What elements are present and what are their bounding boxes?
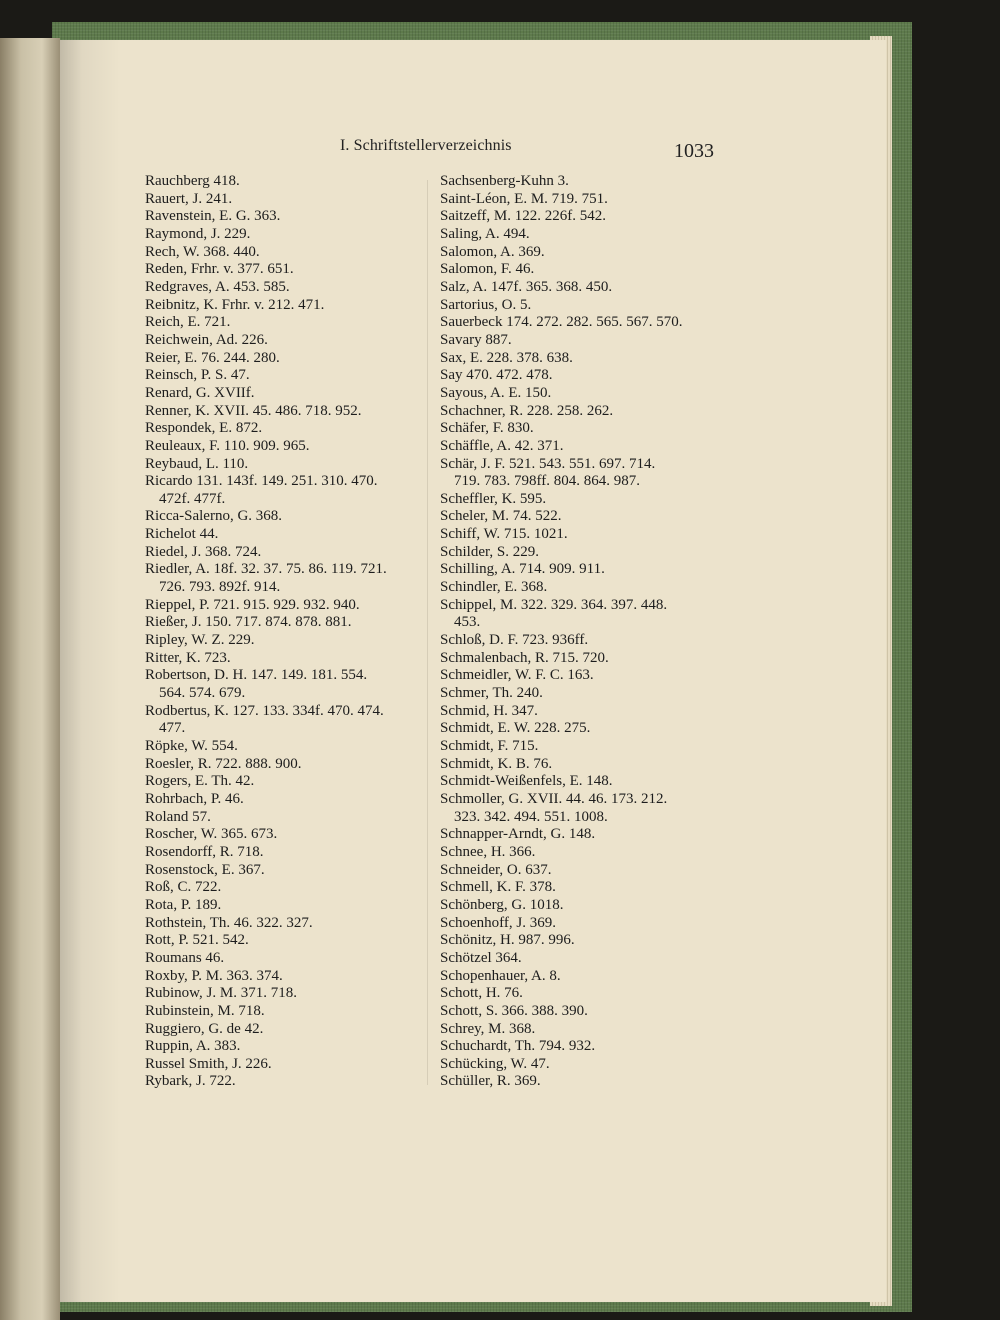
- index-entry: Scheffler, K. 595.: [440, 490, 547, 507]
- index-entry: 472f. 477f.: [159, 490, 226, 507]
- index-entry: Ruppin, A. 383.: [145, 1038, 241, 1055]
- index-entry: Schopenhauer, A. 8.: [440, 967, 561, 984]
- left-page-edge: [0, 38, 60, 1320]
- index-entry: Ricardo 131. 143f. 149. 251. 310. 470.: [145, 473, 378, 490]
- index-entry: Schmalenbach, R. 715. 720.: [440, 649, 609, 666]
- index-entry: Schloß, D. F. 723. 936ff.: [440, 632, 589, 649]
- index-entry: Schmidt, F. 715.: [440, 738, 539, 754]
- index-entry: Scheler, M. 74. 522.: [440, 508, 562, 525]
- index-entry: Rießer, J. 150. 717. 874. 878. 881.: [145, 614, 352, 631]
- index-entry: Schachner, R. 228. 258. 262.: [440, 402, 614, 419]
- index-entry: Rauchberg 418.: [145, 173, 240, 189]
- running-header: I. Schriftstellerverzeichnis: [340, 137, 512, 154]
- index-entry: Rech, W. 368. 440.: [145, 243, 260, 260]
- index-entry: Rubinow, J. M. 371. 718.: [145, 985, 297, 1002]
- index-entry: Saling, A. 494.: [440, 225, 530, 242]
- index-entry: Ritter, K. 723.: [145, 649, 231, 666]
- index-entry: Say 470. 472. 478.: [440, 367, 553, 384]
- index-entry: Schott, H. 76.: [440, 985, 523, 1002]
- index-entry: Rodbertus, K. 127. 133. 334f. 470. 474.: [145, 702, 384, 719]
- index-entry: Roesler, R. 722. 888. 900.: [145, 755, 302, 772]
- index-entry: Roscher, W. 365. 673.: [145, 826, 278, 843]
- index-entry: Raymond, J. 229.: [145, 225, 251, 242]
- index-entry: Reichwein, Ad. 226.: [145, 331, 268, 348]
- index-entry: Schäfer, F. 830.: [440, 420, 534, 437]
- index-entry: Saint-Léon, E. M. 719. 751.: [440, 190, 608, 207]
- index-entry: Roland 57.: [145, 808, 211, 825]
- index-entry: Schär, J. F. 521. 543. 551. 697. 714.: [440, 455, 656, 472]
- index-entry: Rota, P. 189.: [145, 896, 222, 913]
- index-entry: Reinsch, P. S. 47.: [145, 367, 250, 384]
- index-entry: Reier, E. 76. 244. 280.: [145, 349, 280, 366]
- index-entry: Renner, K. XVII. 45. 486. 718. 952.: [145, 402, 362, 419]
- index-entry: Riedel, J. 368. 724.: [145, 543, 262, 560]
- index-entry: Russel Smith, J. 226.: [145, 1055, 272, 1072]
- index-entry: Schücking, W. 47.: [440, 1055, 550, 1072]
- index-entry: Richelot 44.: [145, 526, 219, 543]
- index-entry: Salomon, A. 369.: [440, 243, 545, 260]
- index-entry: Schmoller, G. XVII. 44. 46. 173. 212.: [440, 790, 668, 807]
- index-entry: Rauert, J. 241.: [145, 190, 233, 207]
- index-entry: Roxby, P. M. 363. 374.: [145, 967, 283, 984]
- index-entry: Rothstein, Th. 46. 322. 327.: [145, 914, 313, 931]
- index-entry: Rogers, E. Th. 42.: [145, 773, 255, 790]
- index-entry: Schott, S. 366. 388. 390.: [440, 1002, 588, 1019]
- index-entry: Schmidt, E. W. 228. 275.: [440, 720, 591, 737]
- index-entry: Schilling, A. 714. 909. 911.: [440, 561, 605, 578]
- index-entry: 477.: [159, 720, 186, 737]
- index-entry: Ricca-Salerno, G. 368.: [145, 508, 283, 525]
- index-entry: Reybaud, L. 110.: [145, 455, 249, 472]
- index-entry: Schüller, R. 369.: [440, 1073, 541, 1090]
- index-entry: Ripley, W. Z. 229.: [145, 632, 255, 649]
- index-entry: Roumans 46.: [145, 949, 225, 966]
- index-entry: Schrey, M. 368.: [440, 1020, 536, 1037]
- index-entry: Schmeidler, W. F. C. 163.: [440, 667, 594, 684]
- index-entry: Sax, E. 228. 378. 638.: [440, 349, 573, 366]
- index-entry: Savary 887.: [440, 331, 512, 348]
- index-entry: 719. 783. 798ff. 804. 864. 987.: [454, 473, 640, 490]
- index-entry: Reuleaux, F. 110. 909. 965.: [145, 437, 310, 454]
- index-entry: Redgraves, A. 453. 585.: [145, 278, 290, 295]
- index-entry: Schönitz, H. 987. 996.: [440, 932, 575, 949]
- index-entry: Schmidt, K. B. 76.: [440, 755, 553, 772]
- index-entry: Rosendorff, R. 718.: [145, 843, 264, 860]
- index-entry: Sachsenberg-Kuhn 3.: [440, 173, 569, 189]
- index-entry: Sayous, A. E. 150.: [440, 384, 552, 401]
- index-entry: Reden, Frhr. v. 377. 651.: [145, 261, 294, 278]
- index-entry: Schmell, K. F. 378.: [440, 879, 556, 896]
- index-entry: Schiff, W. 715. 1021.: [440, 526, 568, 543]
- index-entry: Reich, E. 721.: [145, 314, 231, 331]
- index-entry: Ravenstein, E. G. 363.: [145, 208, 281, 225]
- index-entry: Rubinstein, M. 718.: [145, 1002, 265, 1019]
- index-entry: Schäffle, A. 42. 371.: [440, 437, 564, 454]
- index-entry: 323. 342. 494. 551. 1008.: [454, 808, 608, 825]
- index-entry: Renard, G. XVIIf.: [145, 384, 255, 401]
- index-entry: Rott, P. 521. 542.: [145, 932, 249, 949]
- column-divider: [427, 180, 428, 1085]
- index-entry: Schmer, Th. 240.: [440, 685, 543, 702]
- index-entry: Sartorius, O. 5.: [440, 296, 532, 313]
- index-entry: Rohrbach, P. 46.: [145, 790, 244, 807]
- index-entry: Schönberg, G. 1018.: [440, 896, 564, 913]
- index-entry: Schmid, H. 347.: [440, 702, 538, 719]
- index-entry: Röpke, W. 554.: [145, 738, 238, 754]
- index-entry: Schneider, O. 637.: [440, 861, 552, 878]
- index-entry: Roß, C. 722.: [145, 879, 222, 896]
- index-entry: Reibnitz, K. Frhr. v. 212. 471.: [145, 296, 325, 313]
- index-entry: Schmidt-Weißenfels, E. 148.: [440, 773, 613, 790]
- index-entry: Schindler, E. 368.: [440, 579, 548, 596]
- index-entry: 453.: [454, 614, 481, 631]
- index-column-right: [440, 173, 730, 1091]
- index-entry: Sauerbeck 174. 272. 282. 565. 567. 570.: [440, 314, 683, 331]
- index-entry: Schuchardt, Th. 794. 932.: [440, 1038, 596, 1055]
- index-entry: 726. 793. 892f. 914.: [159, 579, 281, 596]
- index-entry: Schippel, M. 322. 329. 364. 397. 448.: [440, 596, 668, 613]
- index-entry: Schötzel 364.: [440, 949, 522, 966]
- index-entry: Rybark, J. 722.: [145, 1073, 236, 1090]
- index-entry: Schnee, H. 366.: [440, 843, 536, 860]
- index-entry: Salomon, F. 46.: [440, 261, 535, 278]
- index-entry: Saitzeff, M. 122. 226f. 542.: [440, 208, 606, 225]
- index-entry: Ruggiero, G. de 42.: [145, 1020, 264, 1037]
- index-entry: Respondek, E. 872.: [145, 420, 263, 437]
- index-entry: Riedler, A. 18f. 32. 37. 75. 86. 119. 721.: [145, 561, 387, 578]
- index-entry: Schoenhoff, J. 369.: [440, 914, 556, 931]
- index-column-left: [145, 173, 425, 1091]
- index-entry: Salz, A. 147f. 365. 368. 450.: [440, 278, 613, 295]
- page-number: 1033: [674, 140, 714, 162]
- index-entry: Schnapper-Arndt, G. 148.: [440, 826, 596, 843]
- index-entry: Rosenstock, E. 367.: [145, 861, 265, 878]
- index-entry: Schilder, S. 229.: [440, 543, 539, 560]
- index-entry: Rieppel, P. 721. 915. 929. 932. 940.: [145, 596, 360, 613]
- index-entry: Robertson, D. H. 147. 149. 181. 554.: [145, 667, 368, 684]
- index-entry: 564. 574. 679.: [159, 685, 246, 702]
